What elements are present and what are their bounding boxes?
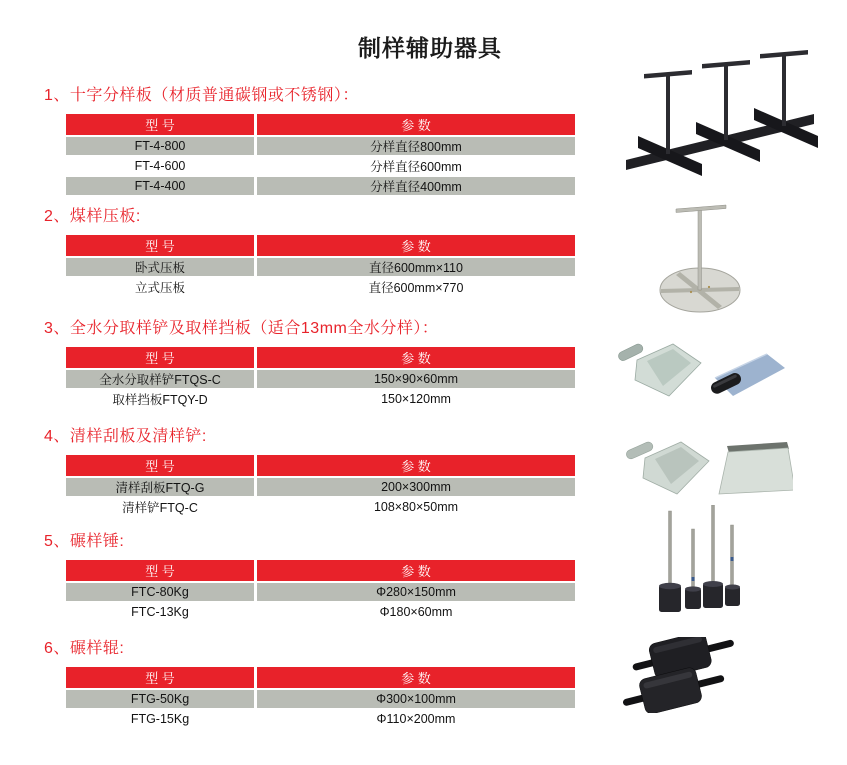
sample-hammers-photo (656, 505, 744, 620)
table-row (66, 177, 575, 195)
spec-table (66, 235, 575, 296)
param-cell: 分样直径600mm (257, 157, 575, 175)
table-row (66, 603, 575, 621)
section-sample-hammer (0, 531, 600, 623)
param-cell: 分样直径800mm (257, 137, 575, 155)
spec-table (66, 455, 575, 516)
model-cell: FTG-15Kg (66, 710, 254, 728)
table-header-row (66, 235, 575, 256)
model-column-header: 型 号 (66, 347, 254, 368)
section-heading: 5、碾样锤: (44, 533, 125, 550)
section-cross-divider (0, 85, 600, 197)
param-column-header: 参 数 (257, 667, 575, 688)
param-cell: 150×120mm (257, 390, 575, 408)
section-heading: 3、全水分取样铲及取样挡板（适合13mm全水分样）： (44, 320, 439, 337)
param-column-header: 参 数 (257, 560, 575, 581)
section-press-plate (0, 206, 600, 298)
table-row (66, 390, 575, 408)
sample-rollers-photo (616, 637, 744, 713)
param-column-header: 参 数 (257, 235, 575, 256)
cross-divider-boards-photo (616, 48, 828, 188)
param-cell: Φ110×200mm (257, 710, 575, 728)
param-cell: 直径600mm×110 (257, 258, 575, 276)
param-cell: 直径600mm×770 (257, 278, 575, 296)
model-column-header: 型 号 (66, 114, 254, 135)
vertical-press-plate-photo (656, 192, 744, 316)
table-row (66, 157, 575, 175)
model-column-header: 型 号 (66, 455, 254, 476)
table-row (66, 258, 575, 276)
section-heading: 4、清样刮板及清样铲: (44, 428, 207, 445)
section-cleaning-scraper (0, 426, 600, 518)
model-cell: FTG-50Kg (66, 690, 254, 708)
param-cell: 108×80×50mm (257, 498, 575, 516)
model-cell: FT-4-800 (66, 137, 254, 155)
model-cell: FT-4-600 (66, 157, 254, 175)
moisture-scoop-and-baffle-photo (613, 338, 785, 404)
section-heading: 2、煤样压板: (44, 208, 141, 225)
param-column-header: 参 数 (257, 114, 575, 135)
model-cell: 取样挡板FTQY-D (66, 390, 254, 408)
table-header-row (66, 114, 575, 135)
table-row (66, 498, 575, 516)
table-row (66, 278, 575, 296)
param-cell: 分样直径400mm (257, 177, 575, 195)
model-cell: 卧式压板 (66, 258, 254, 276)
table-header-row (66, 455, 575, 476)
param-cell: Φ280×150mm (257, 583, 575, 601)
param-cell: 150×90×60mm (257, 370, 575, 388)
page-title: 制样辅助器具 (358, 35, 502, 61)
model-column-header: 型 号 (66, 235, 254, 256)
table-row (66, 137, 575, 155)
section-sample-roller (0, 638, 600, 730)
param-column-header: 参 数 (257, 455, 575, 476)
spec-table (66, 114, 575, 195)
spec-table (66, 667, 575, 728)
table-row (66, 478, 575, 496)
model-cell: 清样刮板FTQ-G (66, 478, 254, 496)
table-row (66, 370, 575, 388)
model-cell: FTC-80Kg (66, 583, 254, 601)
param-column-header: 参 数 (257, 347, 575, 368)
cleaning-scraper-and-scoop-photo (623, 432, 793, 502)
model-cell: FT-4-400 (66, 177, 254, 195)
spec-table (66, 560, 575, 621)
table-row (66, 710, 575, 728)
section-heading: 6、碾样辊: (44, 640, 125, 657)
model-column-header: 型 号 (66, 560, 254, 581)
model-cell: 清样铲FTQ-C (66, 498, 254, 516)
table-header-row (66, 560, 575, 581)
model-cell: 立式压板 (66, 278, 254, 296)
param-cell: 200×300mm (257, 478, 575, 496)
model-cell: FTC-13Kg (66, 603, 254, 621)
section-heading: 1、十字分样板（材质普通碳钢或不锈钢）： (44, 87, 359, 104)
table-row (66, 690, 575, 708)
spec-table (66, 347, 575, 408)
table-row (66, 583, 575, 601)
table-header-row (66, 347, 575, 368)
param-cell: Φ180×60mm (257, 603, 575, 621)
model-cell: 全水分取样铲FTQS-C (66, 370, 254, 388)
model-column-header: 型 号 (66, 667, 254, 688)
param-cell: Φ300×100mm (257, 690, 575, 708)
table-header-row (66, 667, 575, 688)
section-moisture-scoop (0, 318, 600, 410)
